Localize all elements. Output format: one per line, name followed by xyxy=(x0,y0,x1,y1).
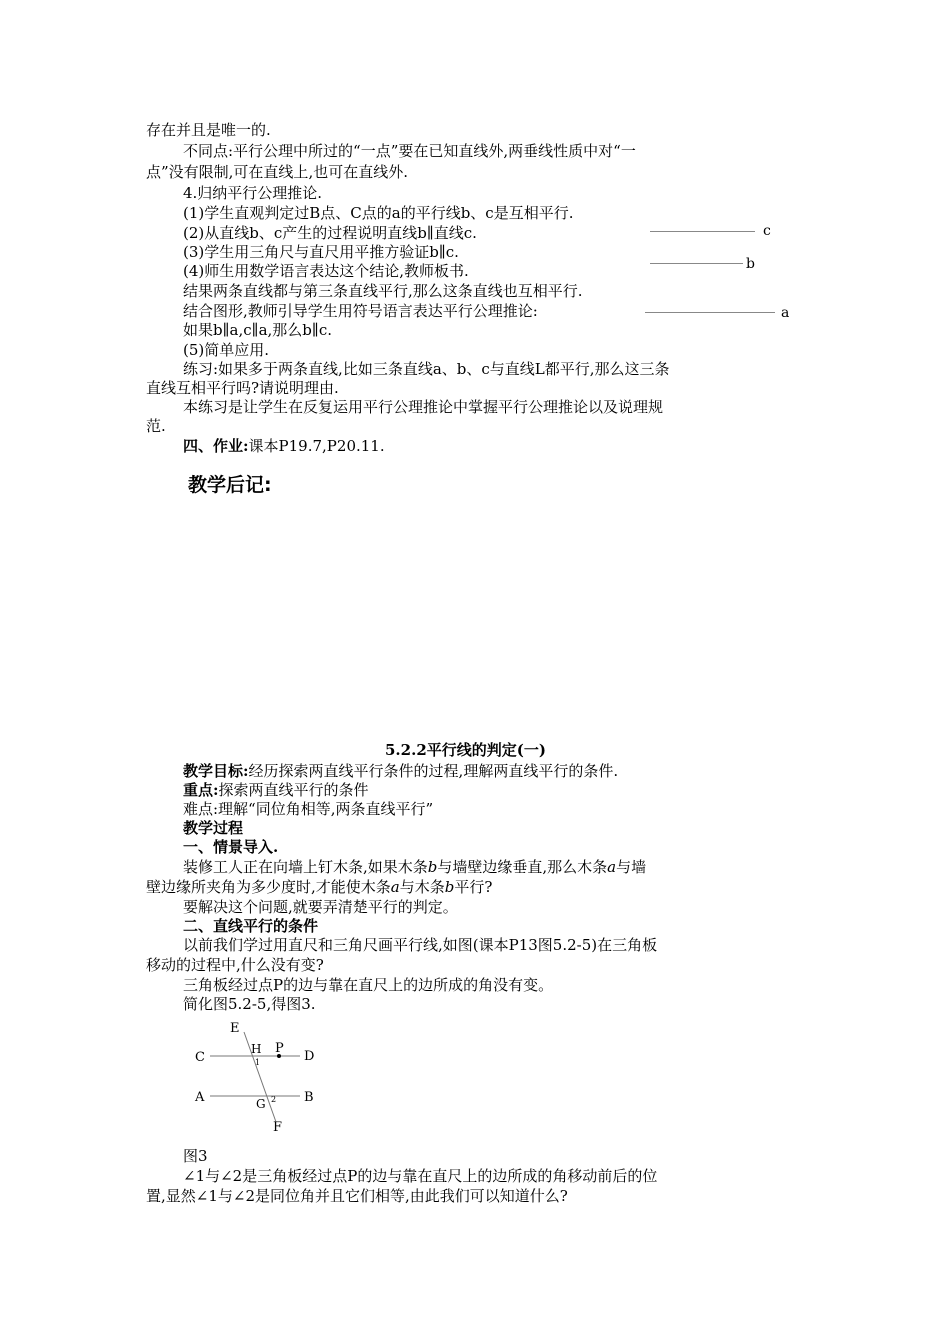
text-line: 本练习是让学生在反复运用平行公理推论中掌握平行公理推论以及说理规 xyxy=(183,398,664,416)
text-line: 练习:如果多于两条直线,比如三条直线a、b、c与直线L都平行,那么这三条 xyxy=(183,360,670,378)
label-b: B xyxy=(304,1090,314,1105)
label-d: D xyxy=(304,1049,315,1064)
afterword-heading: 教学后记: xyxy=(188,474,272,496)
text-line: ∠1与∠2是三角板经过点P的边与靠在直尺上的边所成的角移动前后的位 xyxy=(183,1167,658,1185)
section-title: 5.2.2平行线的判定(一) xyxy=(385,741,546,759)
text-line: 存在并且是唯一的. xyxy=(146,121,271,139)
process-heading: 教学过程 xyxy=(183,819,244,837)
homework-label: 四、作业: xyxy=(183,437,249,455)
key-label: 重点: xyxy=(183,781,219,799)
label-g: G xyxy=(256,1097,266,1111)
label-p: P xyxy=(275,1041,284,1056)
text-line: (1)学生直观判定过B点、C点的a的平行线b、c是互相平行. xyxy=(183,204,574,222)
text-line: (3)学生用三角尺与直尺用平推方验证b∥c. xyxy=(183,243,459,261)
homework-line xyxy=(183,436,385,456)
text-line: 三角板经过点P的边与靠在直尺上的边所成的角没有变。 xyxy=(183,976,554,994)
difficulty-line: 难点:理解“同位角相等,两条直线平行” xyxy=(183,800,434,818)
goal-label: 教学目标: xyxy=(183,762,249,780)
text-line: 要解决这个问题,就要弄清楚平行的判定。 xyxy=(183,898,458,916)
label-a: A xyxy=(195,1090,205,1105)
heading-1: 一、情景导入. xyxy=(183,838,279,856)
label-e: E xyxy=(230,1021,240,1036)
label-h: H xyxy=(251,1042,262,1056)
text-line: 点”没有限制,可在直线上,也可在直线外. xyxy=(146,163,408,181)
text-line: 如果b∥a,c∥a,那么b∥c. xyxy=(183,321,332,339)
text-line: (2)从直线b、c产生的过程说明直线b∥直线c. xyxy=(183,224,477,242)
label-2: 2 xyxy=(271,1095,277,1104)
text-line: 直线互相平行吗?请说明理由. xyxy=(146,379,339,397)
line-a xyxy=(645,312,775,313)
label-c: C xyxy=(195,1050,205,1065)
text-line: 不同点:平行公理中所过的“一点”要在已知直线外,两垂线性质中对“一 xyxy=(183,142,636,160)
label-1: 1 xyxy=(255,1058,261,1067)
figure-3 xyxy=(180,1015,340,1140)
line-a-label: a xyxy=(781,305,790,321)
text-line: (5)简单应用. xyxy=(183,341,270,359)
homework-text: 课本P19.7,P20.11. xyxy=(248,437,385,455)
key-text: 探索两直线平行的条件 xyxy=(218,781,369,799)
line-c-label: c xyxy=(763,223,771,239)
goal-line xyxy=(183,761,618,781)
text-line: 4.归纳平行公理推论. xyxy=(183,184,323,202)
text-line: 置,显然∠1与∠2是同位角并且它们相等,由此我们可以知道什么? xyxy=(146,1187,568,1205)
text-line: 结果两条直线都与第三条直线平行,那么这条直线也互相平行. xyxy=(183,282,583,300)
text-line: (4)师生用数学语言表达这个结论,教师板书. xyxy=(183,262,469,280)
key-line xyxy=(183,780,369,800)
heading-2: 二、直线平行的条件 xyxy=(183,917,319,935)
text-line: 范. xyxy=(146,417,166,435)
line-b xyxy=(650,263,743,264)
text-line: 简化图5.2-5,得图3. xyxy=(183,995,316,1013)
text-line: 移动的过程中,什么没有变? xyxy=(146,956,324,974)
text-line: 以前我们学过用直尺和三角尺画平行线,如图(课本P13图5.2-5)在三角板 xyxy=(183,936,658,954)
text-line: 壁边缘所夹角为多少度时,才能使木条a与木条b平行? xyxy=(146,878,493,896)
line-b-label: b xyxy=(746,256,755,272)
text-line: 装修工人正在向墙上钉木条,如果木条b与墙壁边缘垂直,那么木条a与墙 xyxy=(183,858,647,876)
text-line: 结合图形,教师引导学生用符号语言表达平行公理推论: xyxy=(183,302,538,320)
label-f: F xyxy=(273,1120,283,1135)
figure-caption: 图3 xyxy=(183,1147,208,1165)
line-c xyxy=(650,231,755,232)
goal-text: 经历探索两直线平行条件的过程,理解两直线平行的条件. xyxy=(248,762,619,780)
